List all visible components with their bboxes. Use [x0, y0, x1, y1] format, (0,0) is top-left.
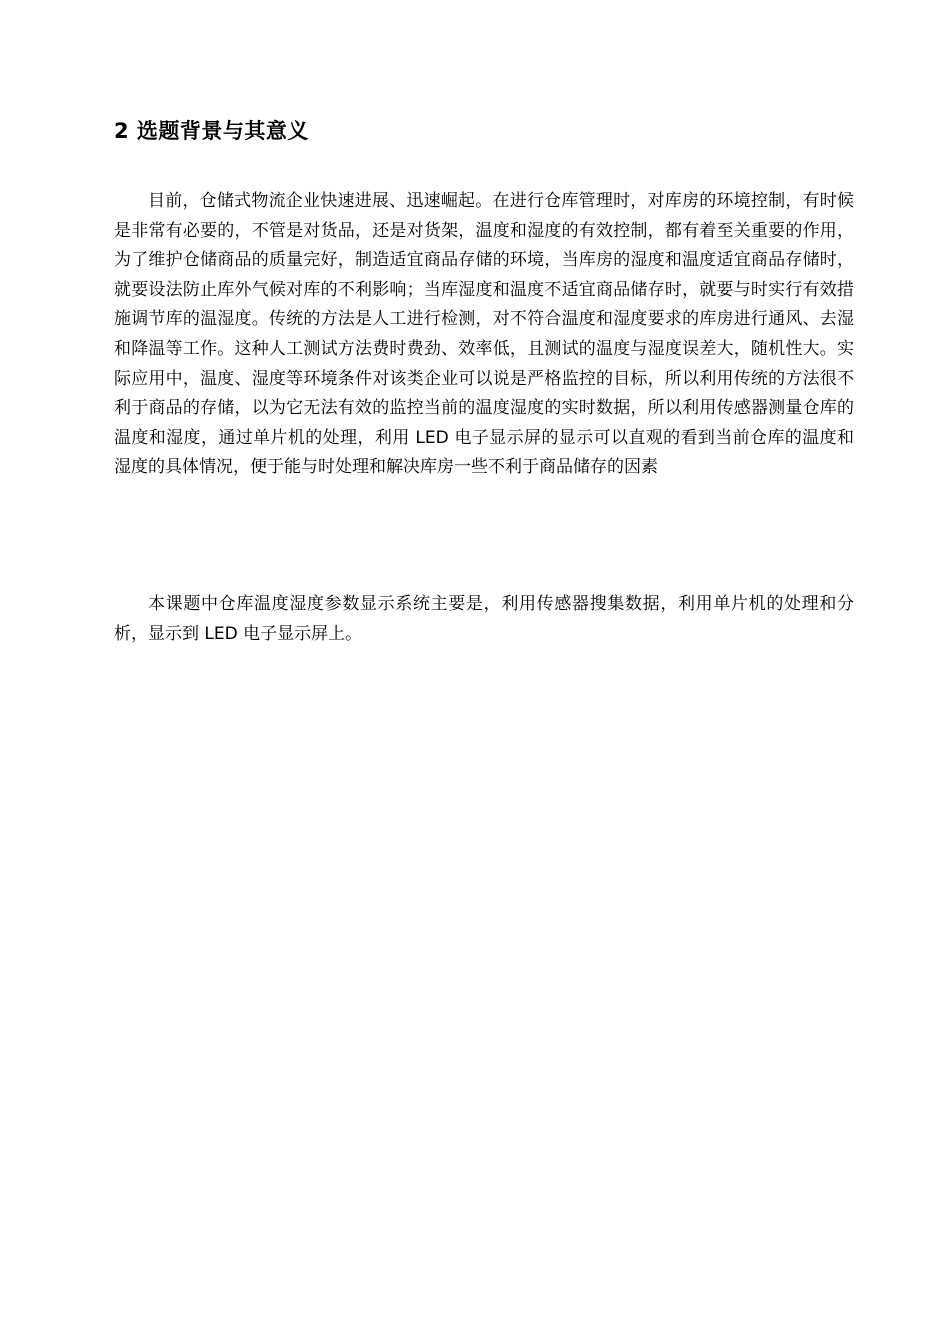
section-heading: 2 选题背景与其意义 — [114, 119, 309, 143]
paragraph-background: 目前，仓储式物流企业快速进展、迅速崛起。在进行仓库管理时，对库房的环境控制，有时候是非常有必要的，不管是对货品，还是对货架，温度和湿度的有效控制，都有着至关重要的作用，为了维护仓储商品的质量完好，制造适宜商品存储的环境，当库房的湿度和温度适宜商品存储时，就要设法防止库外气候对库的不利影响；当库湿度和温度不适宜商品储存时，就要与时实行有效措施调节库的温湿度。传统的方法是人工进行检测，对不符合温度和湿度要求的库房进行通风、去湿和降温等工作。这种人工测试方法费时费劲、效率低，且测试的温度与湿度误差大，随机性大。实际应用中，温度、湿度等环境条件对该类企业可以说是严格监控的目标，所以利用传统的方法很不利于商品的存储，以为它无法有效的监控当前的温度湿度的实时数据，所以利用传感器测量仓库的温度和湿度，通过单片机的处理，利用 LED 电子显示屏的显示可以直观的看到当前仓库的温度和湿度的具体情况，便于能与时处理和解决库房一些不利于商品储存的因素 — [114, 191, 854, 478]
paragraph-system-summary: 本课题中仓库温度湿度参数显示系统主要是，利用传感器搜集数据，利用单片机的处理和分析，显示到 LED 电子显示屏上。 — [114, 594, 854, 644]
